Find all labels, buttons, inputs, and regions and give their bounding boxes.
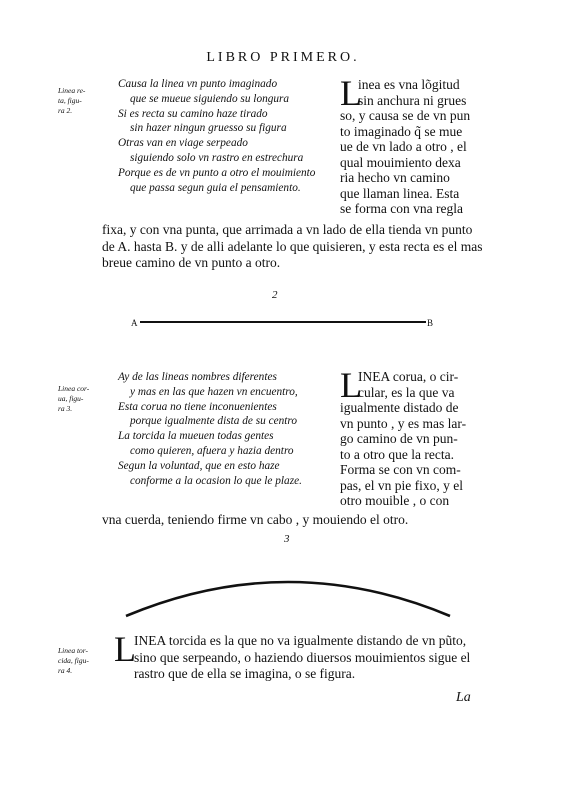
- verse-line: como quieren, afuera y hazia dentro: [130, 444, 294, 457]
- drop-cap: L: [340, 73, 362, 113]
- curved-line: [126, 582, 450, 616]
- verse-line: sin hazer ningun gruesso su figura: [130, 122, 287, 135]
- prose-twisted-line: [134, 633, 470, 683]
- verse-line: Causa la linea vn punto imaginado: [118, 78, 278, 90]
- column-line: ue de vn lado a otro , el: [340, 139, 467, 154]
- verse-straight-line: [118, 77, 315, 195]
- column-line: qual mouimiento dexa: [340, 154, 461, 170]
- column-line: igualmente distado de: [340, 400, 459, 415]
- prose-line: INEA torcida es la que no va igualmente distando de vn pũto,: [134, 633, 467, 648]
- drop-cap: L: [340, 365, 362, 405]
- catchword: La: [456, 690, 471, 705]
- column-line: Forma se con vn com-: [340, 462, 461, 477]
- column-line: otro mouible , o con: [340, 493, 450, 508]
- prose-line: rastro que de ella se imagina, o se figura.: [134, 666, 356, 681]
- prose-line: sino que serpeando, o haziendo diuersos mouimientos sigue el: [134, 649, 471, 665]
- prose-line: breue camino de vn punto a otro.: [102, 255, 281, 270]
- verse-line: Esta corua no tiene inconuenientes: [118, 400, 277, 413]
- verse-line: que passa segun guia el pensamiento.: [130, 181, 301, 194]
- prose-line: de A. hasta B. y de alli adelante lo que quisieren, y esta recta es el mas: [102, 238, 483, 254]
- column-line: vn punto , y es mas lar-: [340, 415, 467, 431]
- verse-line: Ay de las lineas nombres diferentes: [118, 371, 277, 383]
- column-line: INEA corua, o cir-: [358, 369, 459, 384]
- margin-note-twisted-line: Linea tor- cida, figu- ra 4.: [58, 646, 89, 675]
- figure-straight-line: [128, 312, 438, 332]
- verse-line: siguiendo solo vn rastro en estrechura: [130, 151, 304, 164]
- figure-curved-line: [118, 560, 458, 620]
- figure-number: 2: [272, 289, 278, 301]
- verse-line: Si es recta su camino haze tirado: [118, 107, 268, 120]
- verse-line: porque igualmente dista de su centro: [130, 415, 298, 428]
- margin-note-curved-line: Linea cor- ua, figu- ra 3.: [58, 384, 90, 413]
- point-label-a: A: [131, 318, 138, 328]
- column-line: go camino de vn pun-: [340, 431, 458, 446]
- column-line: se forma con vna regla: [340, 201, 463, 216]
- verse-line: Porque es de vn punto a otro el mouimiento: [118, 166, 316, 179]
- verse-curved-line: [118, 370, 302, 488]
- prose-continuation-curved-line: [102, 512, 408, 529]
- prose-line: vna cuerda, teniendo firme vn cabo , y mouiendo el otro.: [102, 512, 409, 527]
- verse-line: Otras van en viage serpeado: [118, 137, 248, 150]
- running-header: LIBRO PRIMERO.: [206, 50, 360, 65]
- column-line: so, y causa se de vn pun: [340, 108, 471, 123]
- point-label-b: B: [427, 318, 434, 328]
- column-line: que llaman linea. Esta: [340, 185, 460, 201]
- verse-line: Segun la voluntad, que en esto haze: [118, 459, 280, 472]
- prose-column-curved-line: [340, 369, 467, 509]
- figure-number: 3: [284, 533, 290, 545]
- column-line: inea es vna lõgitud: [358, 77, 460, 92]
- column-line: pas, el vn pie fixo, y el: [340, 477, 463, 493]
- prose-continuation-straight-line: [102, 222, 483, 272]
- column-line: ria hecho vn camino: [340, 170, 450, 185]
- drop-cap: L: [114, 629, 136, 669]
- column-line: to a otro que la recta.: [340, 446, 454, 462]
- verse-line: que se mueue siguiendo su longura: [130, 92, 290, 105]
- column-line: to imaginado q̃ se mue: [340, 123, 463, 139]
- margin-note-straight-line: Linea re- ta, figu- ra 2.: [58, 86, 86, 115]
- verse-line: y mas en las que hazen vn encuentro,: [130, 385, 298, 398]
- column-line: cular, es la que va: [358, 384, 455, 400]
- prose-line: fixa, y con vna punta, que arrimada a vn lado de ella tienda vn punto: [102, 222, 473, 237]
- verse-line: La torcida la mueuen todas gentes: [118, 430, 274, 443]
- prose-column-straight-line: [340, 77, 471, 217]
- verse-line: conforme a la ocasion lo que le plaze.: [130, 474, 302, 487]
- column-line: sin anchura ni grues: [358, 92, 467, 108]
